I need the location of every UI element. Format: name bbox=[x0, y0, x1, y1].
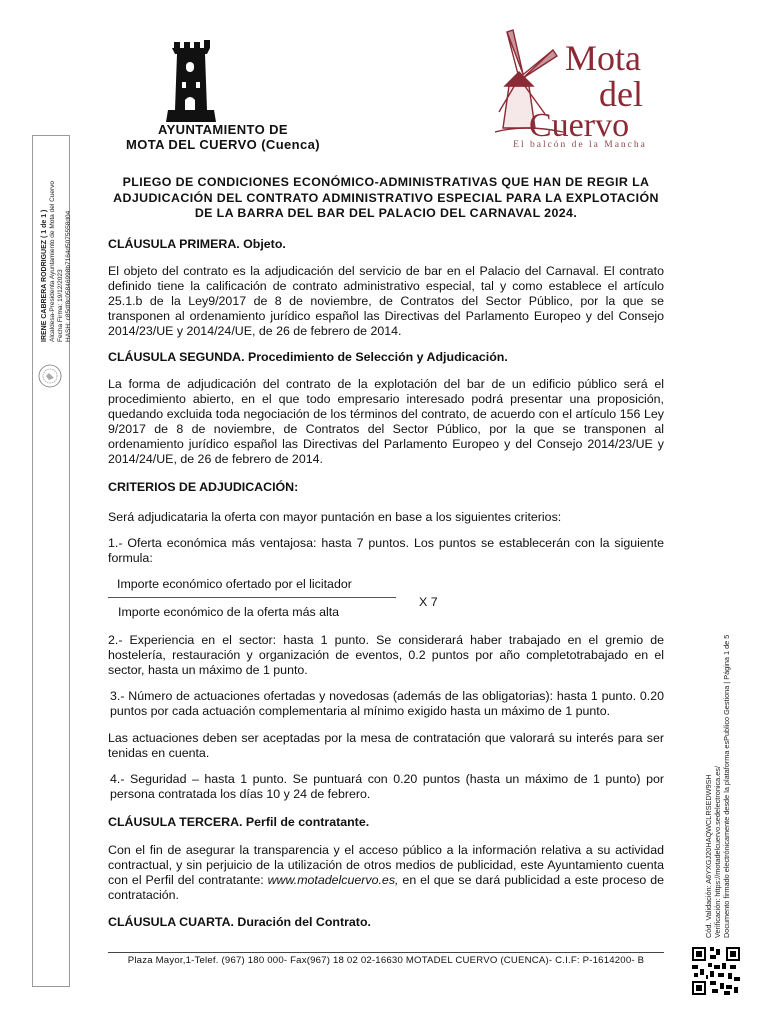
brand-tagline: El balcón de la Mancha bbox=[513, 140, 647, 150]
clause-3-text-a: Con el fin de asegurar la transparencia y el acceso público a la información relativa a su actividad contractual, y sin perjuicio de la utilización de otros medios de publicidad, este Ayuntamiento cuenta con el Perfil del contratante: bbox=[108, 843, 664, 887]
validation-code: Cód. Validación: A6YXGJ20HAQWCLRSEDW9SH bbox=[704, 774, 713, 938]
clause-1-heading: CLÁUSULA PRIMERA. Objeto. bbox=[108, 237, 286, 251]
validation-url: Verificación: https://motadelcuervo.sedelectronica.es/ bbox=[713, 766, 722, 938]
seal-icon bbox=[38, 364, 62, 388]
clause-3-text-b: en el que se dará publicidad a este proceso de contratación. bbox=[108, 873, 664, 902]
title-line-1: PLIEGO DE CONDICIONES ECONÓMICO-ADMINISTRATIVAS QUE HAN DE REGIR LA bbox=[122, 175, 650, 189]
criterion-1: 1.- Oferta económica más ventajosa: hasta 7 puntos. Los puntos se establecerán con la siguiente formula: bbox=[108, 536, 664, 565]
criteria-intro: Será adjudicataria la oferta con mayor puntación en base a los siguientes criterios: bbox=[108, 510, 562, 524]
formula-divider bbox=[108, 597, 396, 598]
validation-block bbox=[704, 635, 731, 938]
footer-divider bbox=[108, 952, 664, 953]
brand-word-mota: Mota bbox=[565, 38, 641, 78]
clause-1-text: El objeto del contrato es la adjudicación del servicio de bar en el Palacio del Carnaval. El contrato definido tiene la calificación de contrato administrativo especial, tal y como establece el artículo 25.1.b de la Ley9/2017 de 8 de noviembre, de Contratos del Sector Público, por la que se transponen al ordenamiento jurídico español las Directivas del Parlamento Europeo y del Consejo 2014/23/UE y 2014/24/UE, de 26 de febrero de 2014. bbox=[108, 264, 664, 338]
criterion-3: 3.- Número de actuaciones ofertadas y novedosas (además de las obligatorias): hasta 1 punto. 0.20 puntos por cada actuación complementaria al mínimo exigido hasta un máximo de 1 punto. bbox=[110, 689, 664, 718]
criterion-3-note: Las actuaciones deben ser aceptadas por la mesa de contratación que valorará su interés para ser tenidas en cuenta. bbox=[108, 731, 664, 760]
criteria-heading: CRITERIOS DE ADJUDICACIÓN: bbox=[108, 480, 299, 494]
clause-3-text bbox=[108, 843, 664, 903]
signature-block bbox=[41, 181, 73, 342]
municipality-heading bbox=[108, 122, 338, 152]
footer-address: Plaza Mayor,1-Telef. (967) 180 000- Fax(967) 18 02 02-16630 MOTADEL CUERVO (CUENCA)- C.I.F: P-1614200- B bbox=[127, 955, 645, 966]
criterion-4: 4.- Seguridad – hasta 1 punto. Se puntuará con 0.20 puntos (hasta un máximo de 1 punto) por persona contratada los días 10 y 24 de febrero. bbox=[110, 772, 664, 801]
signer-role: Alcaldesa-Presidenta Ayuntamiento de Mota del Cuervo bbox=[49, 180, 56, 342]
municipality-line-2: MOTA DEL CUERVO (Cuenca) bbox=[125, 137, 321, 152]
brand-word-del: del bbox=[599, 74, 643, 114]
municipality-line-1: AYUNTAMIENTO DE bbox=[158, 122, 288, 137]
windmill-icon bbox=[495, 28, 665, 150]
tower-icon bbox=[160, 38, 220, 123]
brand-word-cuervo: Cuervo bbox=[529, 107, 630, 144]
title-line-3: DE LA BARRA DEL BAR DEL PALACIO DEL CARNAVAL 2024. bbox=[194, 206, 578, 220]
formula-multiplier: X 7 bbox=[419, 595, 438, 609]
title-line-2: ADJUDICACIÓN DEL CONTRATO ADMINISTRATIVO ESPECIAL PARA LA EXPLOTACIÓN bbox=[113, 190, 659, 205]
clause-3-heading: CLÁUSULA TERCERA. Perfil de contratante. bbox=[108, 815, 370, 829]
clause-4-heading: CLÁUSULA CUARTA. Duración del Contrato. bbox=[108, 915, 371, 929]
formula-denominator: Importe económico de la oferta más alta bbox=[118, 605, 340, 619]
validation-platform: Documento firmado electrónicamente desde la plataforma esPublico Gestiona | Página 1 de 5 bbox=[722, 634, 731, 938]
document-title bbox=[108, 175, 664, 222]
signer-name: IRENE CABRERA RODRIGUEZ ( 1 de 1 ) bbox=[41, 209, 48, 342]
clause-2-heading: CLÁUSULA SEGUNDA. Procedimiento de Selección y Adjudicación. bbox=[108, 350, 508, 364]
profile-link[interactable]: www.motadelcuervo.es, bbox=[267, 873, 399, 887]
qr-code-icon[interactable] bbox=[690, 945, 742, 997]
formula-numerator: Importe económico ofertado por el licitador bbox=[117, 577, 352, 591]
criterion-2: 2.- Experiencia en el sector: hasta 1 punto. Se considerará haber trabajado en el gremio de hostelería, restauración y organización de eventos, 0.2 puntos por año completotrabajado en el sector, hasta un máximo de 1 punto. bbox=[108, 633, 664, 677]
clause-2-text: La forma de adjudicación del contrato de la explotación del bar de un edificio público será el procedimiento abierto, en el que todo empresario interesado podrá presentar una proposición, quedando excluida toda negociación de los términos del contrato, de acuerdo con el artículo 156 Ley 9/2017 de 8 de noviembre, de Contratos del Sector Público, por la que se transponen al ordenamiento jurídico español las Directivas del Parlamento Europeo y del Consejo 2014/23/UE y 2014/24/UE, de 26 de febrero de 2014. bbox=[108, 377, 664, 466]
signature-hash: HASH: c85df8c05846998b7164d5075558d04 bbox=[65, 210, 72, 342]
signature-date: Fecha Firma: 19/12/2023 bbox=[57, 269, 64, 342]
